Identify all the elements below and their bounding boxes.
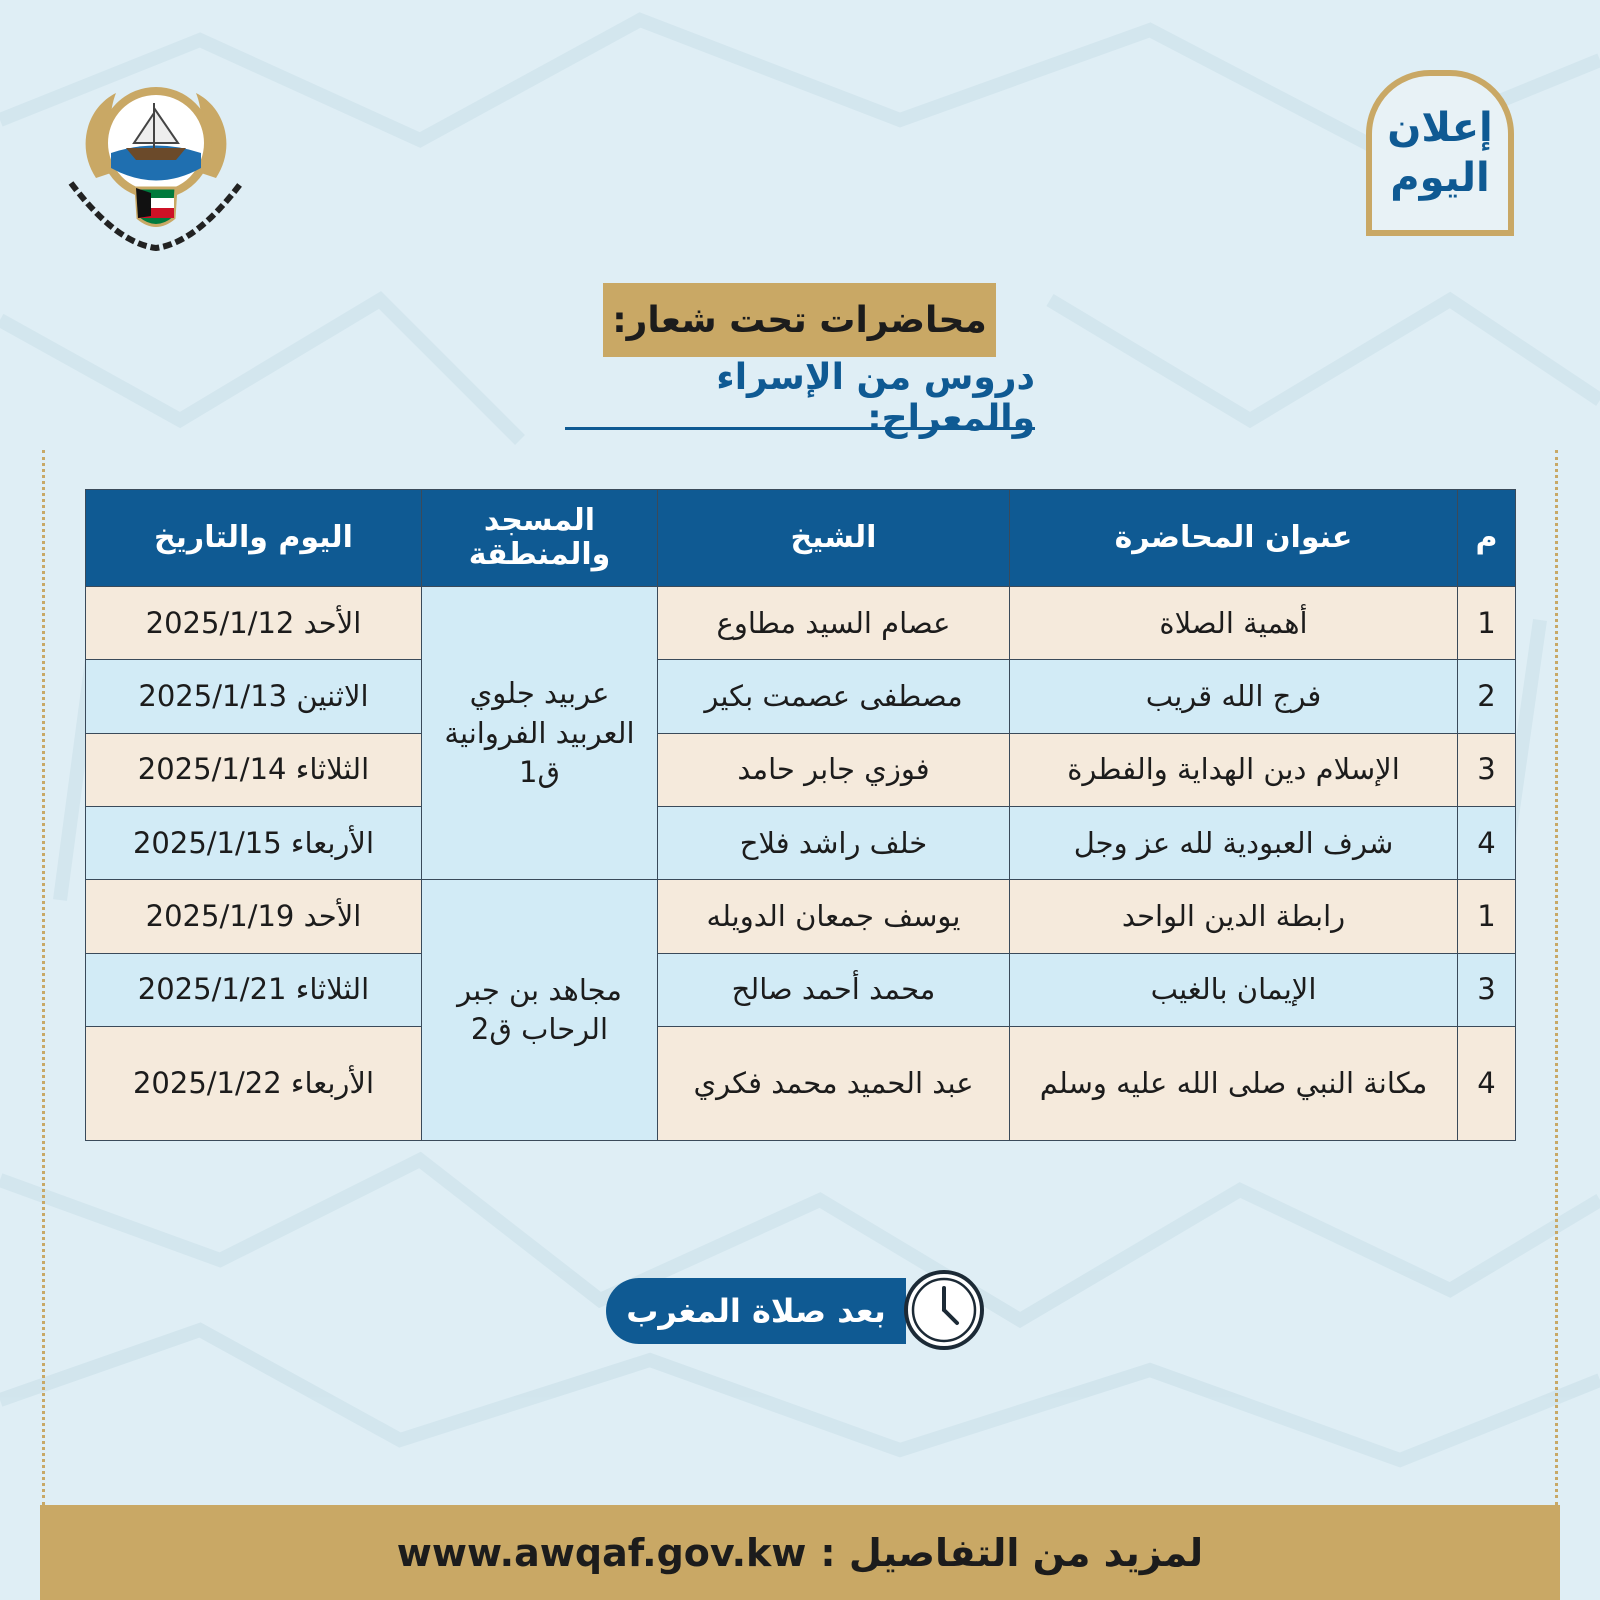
- table-row: [86, 733, 1516, 806]
- table-row: [86, 587, 1516, 660]
- header-mosque: المسجد والمنطقة: [422, 490, 658, 587]
- table-header-row: [86, 490, 1516, 587]
- mosque-cell: عربيد جلوي العربيد الفروانية ق1: [422, 587, 658, 880]
- row-sheikh: فوزي جابر حامد: [658, 733, 1010, 806]
- row-sheikh: عبد الحميد محمد فكري: [658, 1026, 1010, 1140]
- header-sheikh: الشيخ: [658, 490, 1010, 587]
- lecture-schedule-table: [85, 489, 1516, 1141]
- footer-label: لمزيد من التفاصيل :: [820, 1530, 1204, 1575]
- table-row: [86, 880, 1516, 953]
- row-date: الأربعاء 2025/1/15: [86, 806, 422, 879]
- row-number: 4: [1458, 1026, 1516, 1140]
- row-topic: مكانة النبي صلى الله عليه وسلم: [1010, 1026, 1458, 1140]
- clock-icon: [902, 1268, 986, 1352]
- row-topic: أهمية الصلاة: [1010, 587, 1458, 660]
- header-number: م: [1458, 490, 1516, 587]
- ministry-emblem-logo: [56, 68, 256, 258]
- lecture-series-title: محاضرات تحت شعار:: [603, 283, 996, 357]
- row-topic: رابطة الدين الواحد: [1010, 880, 1458, 953]
- badge-line2: اليوم: [1390, 155, 1490, 201]
- table-row: [86, 953, 1516, 1026]
- prayer-time-label: [606, 1268, 991, 1352]
- row-number: 3: [1458, 733, 1516, 806]
- row-sheikh: يوسف جمعان الدويله: [658, 880, 1010, 953]
- row-date: الثلاثاء 2025/1/21: [86, 953, 422, 1026]
- series-subtitle: دروس من الإسراء والمعراج:: [565, 368, 1035, 430]
- left-dotted-border: [42, 450, 45, 1505]
- row-number: 2: [1458, 660, 1516, 733]
- badge-line1: إعلان: [1387, 105, 1493, 151]
- row-number: 3: [1458, 953, 1516, 1026]
- row-number: 1: [1458, 880, 1516, 953]
- row-sheikh: محمد أحمد صالح: [658, 953, 1010, 1026]
- announcement-badge: [1366, 70, 1514, 236]
- row-number: 4: [1458, 806, 1516, 879]
- row-topic: فرج الله قريب: [1010, 660, 1458, 733]
- row-sheikh: مصطفى عصمت بكير: [658, 660, 1010, 733]
- row-topic: الإيمان بالغيب: [1010, 953, 1458, 1026]
- row-number: 1: [1458, 587, 1516, 660]
- row-date: الأحد 2025/1/19: [86, 880, 422, 953]
- row-topic: شرف العبودية لله عز وجل: [1010, 806, 1458, 879]
- row-date: الأحد 2025/1/12: [86, 587, 422, 660]
- header-topic: عنوان المحاضرة: [1010, 490, 1458, 587]
- row-date: الاثنين 2025/1/13: [86, 660, 422, 733]
- table-row: [86, 806, 1516, 879]
- header-date: اليوم والتاريخ: [86, 490, 422, 587]
- time-text: بعد صلاة المغرب: [606, 1278, 906, 1344]
- right-dotted-border: [1555, 450, 1558, 1505]
- row-sheikh: عصام السيد مطاوع: [658, 587, 1010, 660]
- mosque-cell: مجاهد بن جبر الرحاب ق2: [422, 880, 658, 1141]
- row-topic: الإسلام دين الهداية والفطرة: [1010, 733, 1458, 806]
- website-link[interactable]: www.awqaf.gov.kw: [396, 1530, 807, 1575]
- footer-bar: [40, 1505, 1560, 1600]
- row-date: الأربعاء 2025/1/22: [86, 1026, 422, 1140]
- row-sheikh: خلف راشد فلاح: [658, 806, 1010, 879]
- row-date: الثلاثاء 2025/1/14: [86, 733, 422, 806]
- table-row: [86, 660, 1516, 733]
- table-row: [86, 1026, 1516, 1140]
